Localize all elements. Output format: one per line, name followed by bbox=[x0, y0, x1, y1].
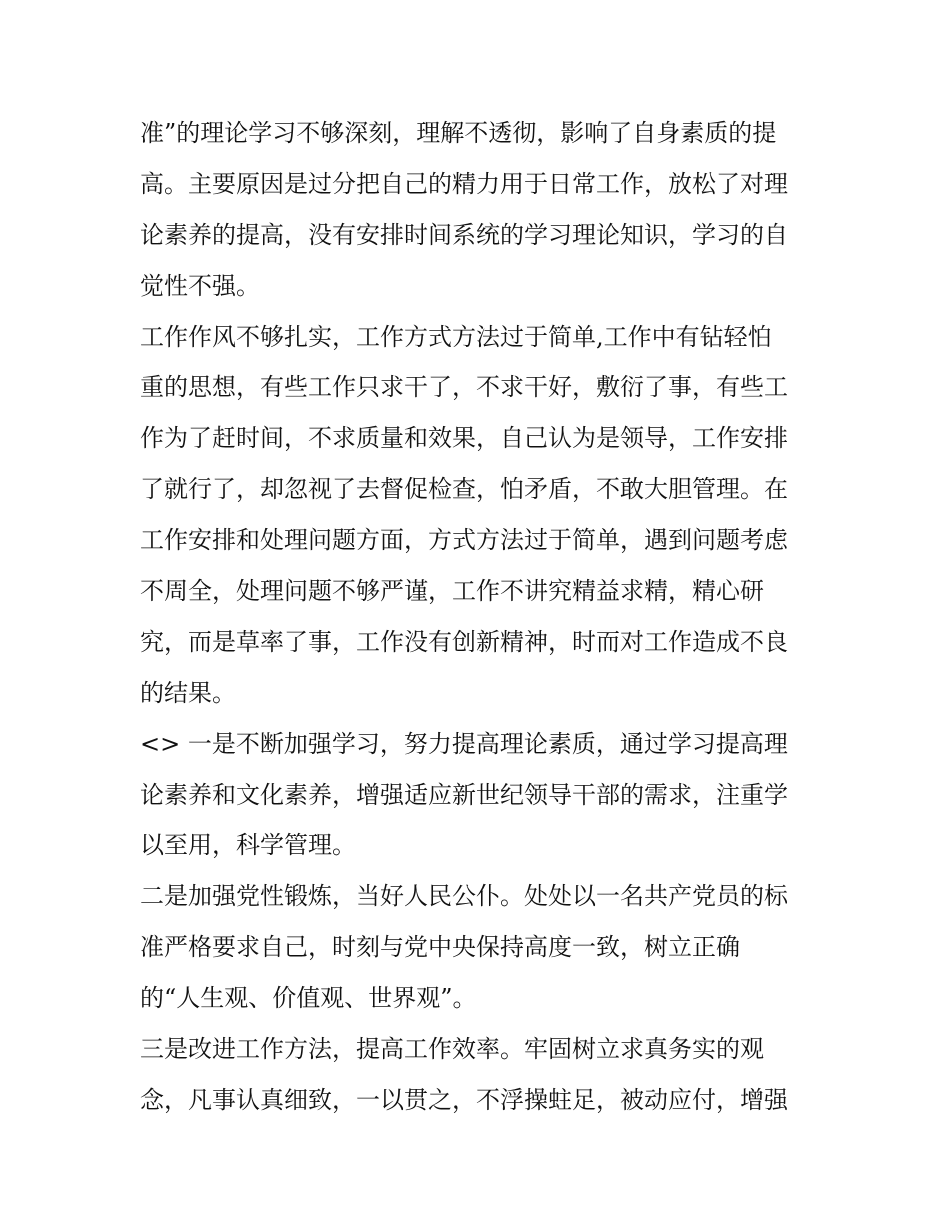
text-line: 高。主要原因是过分把自己的精力用于日常工作，放松了对理 bbox=[140, 169, 788, 198]
text-line: 的“人生观、价值观、世界观”。 bbox=[140, 984, 477, 1013]
text-line: 准严格要求自己，时刻与党中央保持高度一致，树立正确 bbox=[140, 933, 740, 962]
text-line: 念，凡事认真细致，一以贯之，不浮操蛀足，被动应付，增强 bbox=[140, 1085, 788, 1114]
text-line: 论素养和文化素养，增强适应新世纪领导干部的需求，注重学 bbox=[140, 780, 788, 809]
text-line: <> 一是不断加强学习，努力提高理论素质，通过学习提高理 bbox=[140, 729, 788, 758]
document-body bbox=[140, 108, 820, 1126]
text-line: 觉性不强。 bbox=[140, 271, 260, 300]
text-line: 二是加强党性锻炼，当好人民公仆。处处以一名共产党员的标 bbox=[140, 882, 788, 911]
text-line: 重的思想，有些工作只求干了，不求干好，敷衍了事，有些工 bbox=[140, 373, 788, 402]
text-line: 以至用，科学管理。 bbox=[140, 831, 356, 860]
text-line: 了就行了，却忽视了去督促检查，怕矛盾，不敢大胆管理。在 bbox=[140, 475, 788, 504]
text-line: 工作作风不够扎实，工作方式方法过于简单,工作中有钻轻怕 bbox=[140, 322, 772, 351]
text-line: 不周全，处理问题不够严谨，工作不讲究精益求精，精心研 bbox=[140, 577, 764, 606]
text-line: 论素养的提高，没有安排时间系统的学习理论知识，学习的自 bbox=[140, 220, 788, 249]
text-line: 的结果。 bbox=[140, 678, 236, 707]
text-line: 作为了赶时间，不求质量和效果，自己认为是领导，工作安排 bbox=[140, 424, 788, 453]
text-line: 三是改进工作方法，提高工作效率。牢固树立求真务实的观 bbox=[140, 1035, 764, 1064]
text-line: 究，而是草率了事，工作没有创新精神，时而对工作造成不良 bbox=[140, 627, 788, 656]
text-line: 准”的理论学习不够深刻，理解不透彻，影响了自身素质的提 bbox=[140, 119, 777, 147]
text-line: 工作安排和处理问题方面，方式方法过于简单，遇到问题考虑 bbox=[140, 526, 788, 555]
